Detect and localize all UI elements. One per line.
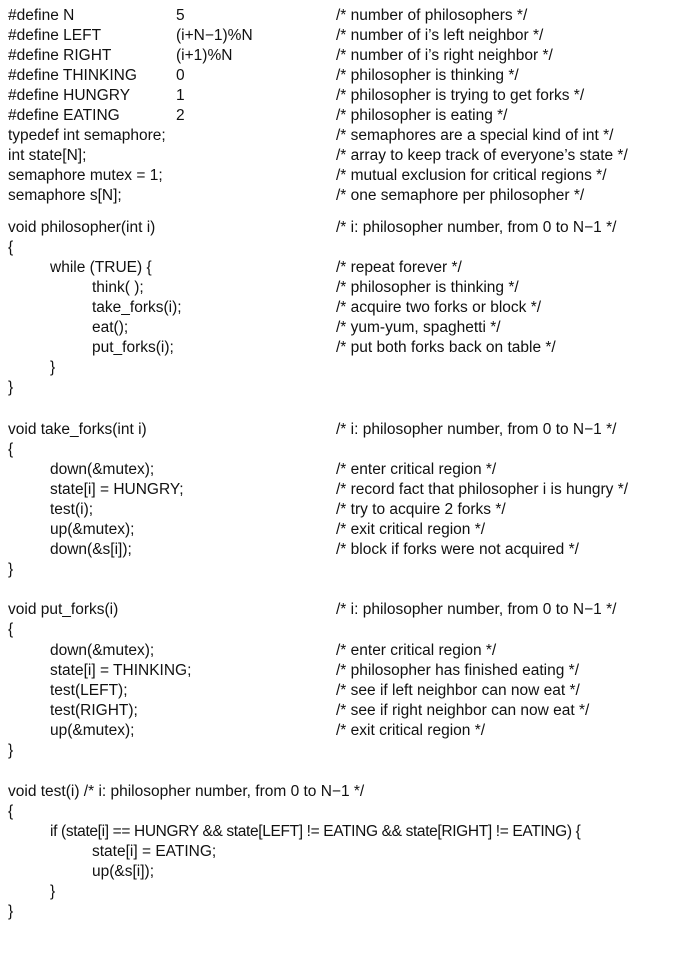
code-line (0, 106, 680, 126)
code-comment: /* exit critical region */ (336, 521, 486, 538)
code-line (0, 440, 680, 460)
code-comment: /* number of philosophers */ (336, 7, 528, 24)
define-name: #define HUNGRY (8, 87, 131, 104)
code-line (0, 258, 680, 278)
code-line (0, 540, 680, 560)
close-brace: } (8, 561, 14, 578)
code-line (0, 862, 680, 882)
code-line (0, 681, 680, 701)
code-text: if (state[i] == HUNGRY && state[LEFT] != EATING && state[RIGHT] != EATING) { (50, 823, 581, 840)
code-text: while (TRUE) { (50, 259, 152, 276)
code-text: up(&mutex); (50, 521, 135, 538)
code-line (0, 741, 680, 761)
define-value: 2 (176, 107, 185, 124)
code-line (0, 480, 680, 500)
code-text: up(&mutex); (50, 722, 135, 739)
code-text: test(i); (50, 501, 94, 518)
code-line (0, 146, 680, 166)
code-line (0, 238, 680, 258)
code-comment: /* philosopher is eating */ (336, 107, 508, 124)
code-text: think( ); (92, 279, 144, 296)
function-signature: void philosopher(int i) (8, 219, 156, 236)
code-comment: /* see if right neighbor can now eat */ (336, 702, 590, 719)
code-line (0, 882, 680, 902)
code-line (0, 460, 680, 480)
code-text: state[i] = THINKING; (50, 662, 192, 679)
code-line (0, 802, 680, 822)
function-signature: void test(i) /* i: philosopher number, from 0 to N−1 */ (8, 783, 365, 800)
define-name: #define EATING (8, 107, 120, 124)
code-line (0, 500, 680, 520)
code-line (0, 66, 680, 86)
code-comment: /* philosopher is thinking */ (336, 67, 519, 84)
code-line (0, 298, 680, 318)
code-text: test(RIGHT); (50, 702, 138, 719)
code-line (0, 641, 680, 661)
code-line (0, 166, 680, 186)
code-comment: /* philosopher is trying to get forks */ (336, 87, 585, 104)
define-value: (i+1)%N (176, 47, 233, 64)
code-line (0, 378, 680, 398)
code-text: take_forks(i); (92, 299, 182, 316)
code-comment: /* one semaphore per philosopher */ (336, 187, 585, 204)
code-line (0, 338, 680, 358)
code-comment: /* enter critical region */ (336, 642, 497, 659)
code-line (0, 620, 680, 640)
function-signature: void put_forks(i) (8, 601, 119, 618)
code-line (0, 186, 680, 206)
open-brace: { (8, 239, 14, 256)
code-line (0, 318, 680, 338)
code-text: state[i] = EATING; (92, 843, 217, 860)
code-line (0, 661, 680, 681)
code-line (0, 46, 680, 66)
function-signature: void take_forks(int i) (8, 421, 147, 438)
close-brace: } (50, 883, 56, 900)
code-line (0, 600, 680, 620)
code-line (0, 560, 680, 580)
close-brace: } (8, 379, 14, 396)
define-value: 0 (176, 67, 185, 84)
close-brace: } (8, 742, 14, 759)
code-comment: /* number of i’s left neighbor */ (336, 27, 544, 44)
code-comment: /* record fact that philosopher i is hungry */ (336, 481, 629, 498)
code-line (0, 218, 680, 238)
code-text: eat(); (92, 319, 129, 336)
define-value: 5 (176, 7, 185, 24)
code-line (0, 420, 680, 440)
code-comment: /* array to keep track of everyone’s state */ (336, 147, 628, 164)
close-brace: } (8, 903, 14, 920)
code-comment: /* philosopher is thinking */ (336, 279, 519, 296)
code-comment: /* i: philosopher number, from 0 to N−1 */ (336, 219, 617, 236)
code-line (0, 358, 680, 378)
code-line (0, 520, 680, 540)
code-text: typedef int semaphore; (8, 127, 166, 144)
code-line (0, 842, 680, 862)
open-brace: { (8, 803, 14, 820)
code-line (0, 86, 680, 106)
define-name: #define RIGHT (8, 47, 112, 64)
code-text: up(&s[i]); (92, 863, 155, 880)
code-line (0, 701, 680, 721)
code-line (0, 278, 680, 298)
define-value: 1 (176, 87, 185, 104)
code-text: int state[N]; (8, 147, 87, 164)
code-comment: /* enter critical region */ (336, 461, 497, 478)
code-text: semaphore s[N]; (8, 187, 122, 204)
define-name: #define LEFT (8, 27, 102, 44)
code-comment: /* mutual exclusion for critical regions */ (336, 167, 607, 184)
code-line (0, 126, 680, 146)
code-text: put_forks(i); (92, 339, 174, 356)
code-comment: /* philosopher has finished eating */ (336, 662, 579, 679)
code-text: down(&mutex); (50, 461, 155, 478)
open-brace: { (8, 441, 14, 458)
define-value: (i+N−1)%N (176, 27, 253, 44)
code-line (0, 26, 680, 46)
code-text: test(LEFT); (50, 682, 128, 699)
code-line (0, 782, 680, 802)
close-brace: } (50, 359, 56, 376)
code-line (0, 822, 680, 842)
open-brace: { (8, 621, 14, 638)
code-line (0, 6, 680, 26)
code-comment: /* see if left neighbor can now eat */ (336, 682, 580, 699)
code-line (0, 721, 680, 741)
code-comment: /* put both forks back on table */ (336, 339, 556, 356)
code-comment: /* number of i’s right neighbor */ (336, 47, 553, 64)
code-text: down(&s[i]); (50, 541, 132, 558)
code-comment: /* i: philosopher number, from 0 to N−1 */ (336, 601, 617, 618)
define-name: #define N (8, 7, 75, 24)
code-line (0, 902, 680, 922)
code-text: semaphore mutex = 1; (8, 167, 163, 184)
code-comment: /* try to acquire 2 forks */ (336, 501, 506, 518)
code-text: state[i] = HUNGRY; (50, 481, 184, 498)
code-comment: /* i: philosopher number, from 0 to N−1 */ (336, 421, 617, 438)
define-name: #define THINKING (8, 67, 137, 84)
code-comment: /* acquire two forks or block */ (336, 299, 542, 316)
code-comment: /* repeat forever */ (336, 259, 462, 276)
code-comment: /* block if forks were not acquired */ (336, 541, 579, 558)
code-comment: /* exit critical region */ (336, 722, 486, 739)
code-comment: /* yum-yum, spaghetti */ (336, 319, 501, 336)
code-text: down(&mutex); (50, 642, 155, 659)
code-comment: /* semaphores are a special kind of int */ (336, 127, 614, 144)
